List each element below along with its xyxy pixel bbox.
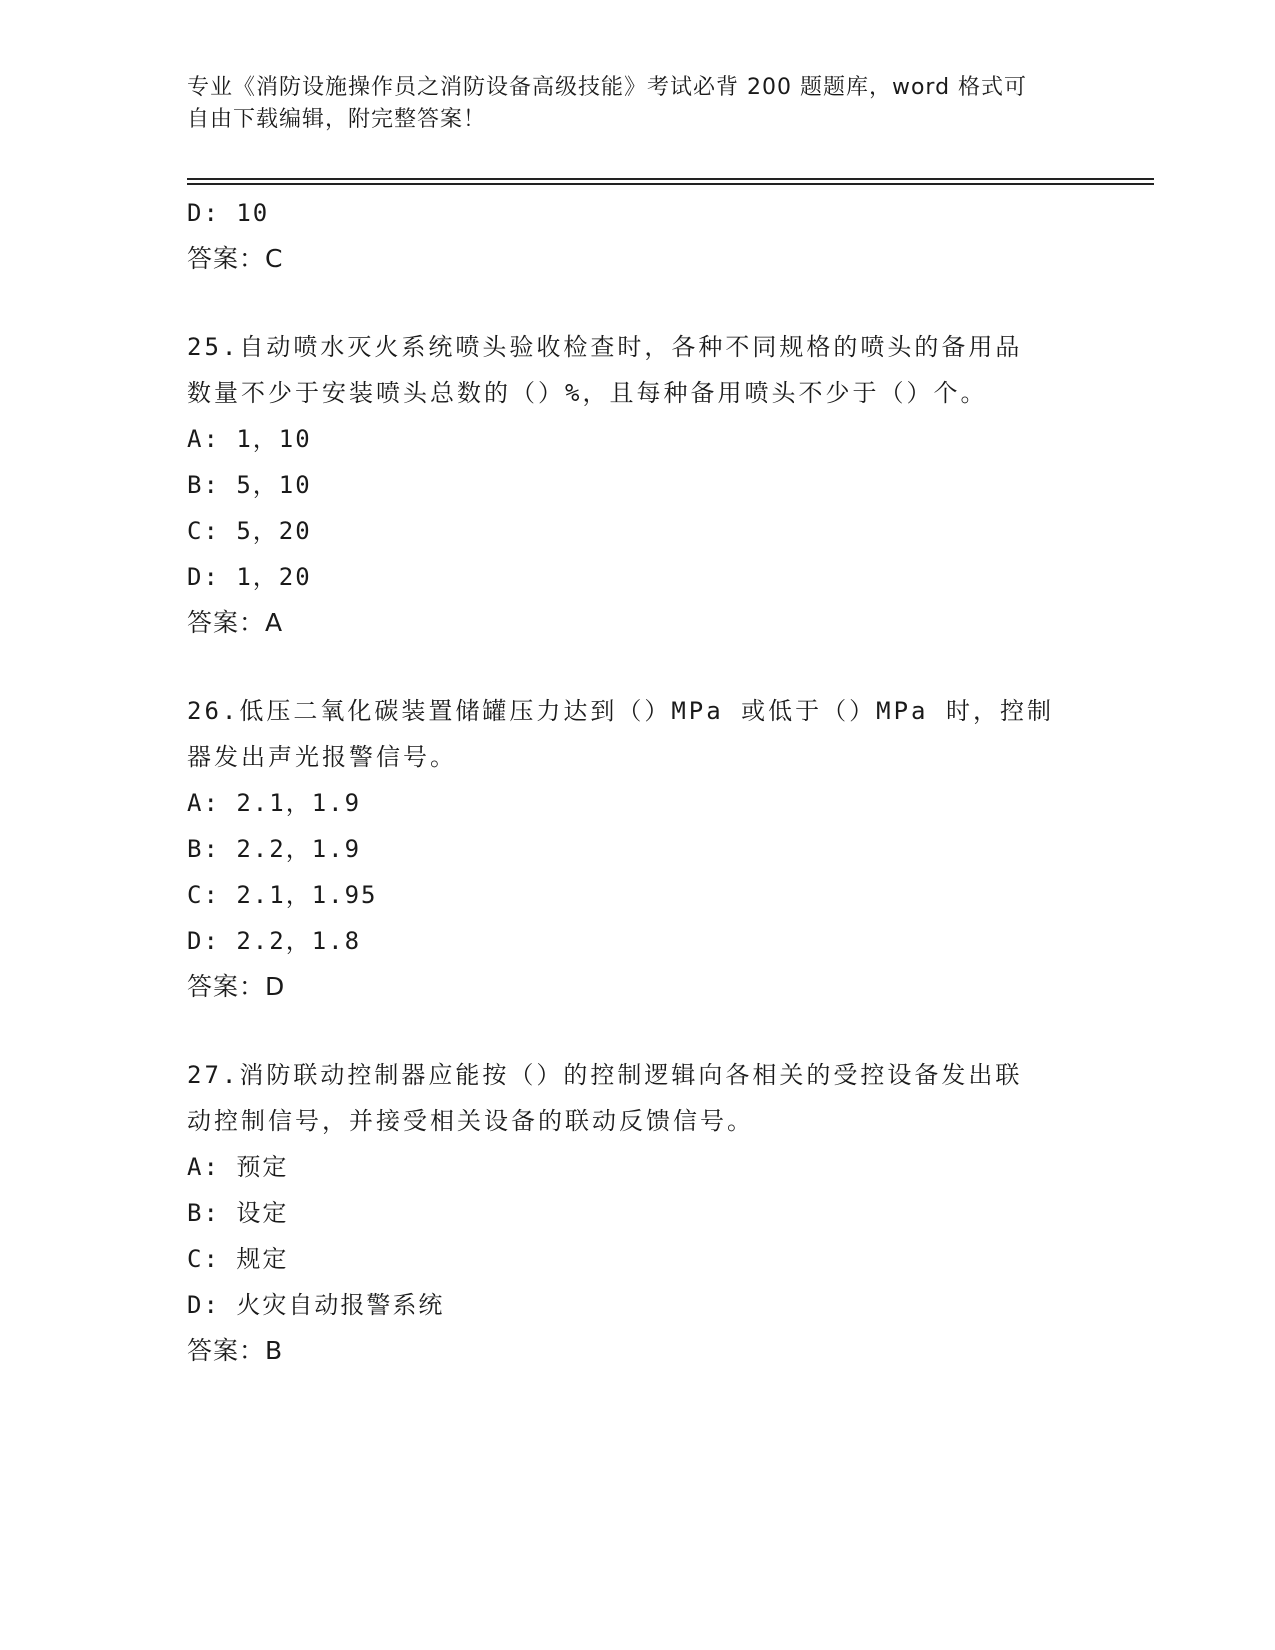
question-text-line-2: 动控制信号，并接受相关设备的联动反馈信号。 bbox=[187, 1107, 754, 1135]
question-25 bbox=[187, 324, 1087, 646]
option-c: C: 规定 bbox=[187, 1245, 289, 1273]
option-b: B: 5，10 bbox=[187, 471, 312, 499]
option-d: D: 1，20 bbox=[187, 563, 312, 591]
question-text-line-1: 27.消防联动控制器应能按（）的控制逻辑向各相关的受控设备发出联 bbox=[187, 1061, 1023, 1089]
question-text-line-2: 器发出声光报警信号。 bbox=[187, 743, 457, 771]
option-a: A: 2.1，1.9 bbox=[187, 789, 362, 817]
option-b: B: 2.2，1.9 bbox=[187, 835, 362, 863]
question-27 bbox=[187, 1052, 1087, 1374]
question-text-line-1: 25.自动喷水灭火系统喷头验收检查时，各种不同规格的喷头的备用品 bbox=[187, 333, 1023, 361]
document-body bbox=[187, 190, 1087, 1374]
option-a: A: 预定 bbox=[187, 1153, 289, 1181]
answer-line: 答案：C bbox=[187, 244, 284, 273]
option-c: C: 5，20 bbox=[187, 517, 312, 545]
option-d: D: 火灾自动报警系统 bbox=[187, 1291, 445, 1319]
option-d: D: 2.2，1.8 bbox=[187, 927, 362, 955]
option-a: A: 1，10 bbox=[187, 425, 312, 453]
answer-line: 答案：D bbox=[187, 972, 286, 1001]
answer-line: 答案：A bbox=[187, 608, 284, 637]
previous-question-tail bbox=[187, 190, 1087, 282]
header-divider-bottom bbox=[187, 183, 1154, 185]
option-d: D: 10 bbox=[187, 199, 270, 227]
question-text-line-2: 数量不少于安装喷头总数的（）%，且每种备用喷头不少于（）个。 bbox=[187, 379, 988, 407]
header-line-2: 自由下载编辑，附完整答案！ bbox=[187, 107, 487, 132]
answer-line: 答案：B bbox=[187, 1336, 284, 1365]
header-divider-top bbox=[187, 178, 1154, 180]
question-26 bbox=[187, 688, 1087, 1010]
option-b: B: 设定 bbox=[187, 1199, 289, 1227]
header-line-1: 专业《消防设施操作员之消防设备高级技能》考试必背 200 题题库，word 格式可 bbox=[187, 75, 1028, 100]
question-text-line-1: 26.低压二氧化碳装置储罐压力达到（）MPa 或低于（）MPa 时，控制 bbox=[187, 697, 1054, 725]
option-c: C: 2.1，1.95 bbox=[187, 881, 378, 909]
document-header bbox=[187, 72, 1087, 136]
